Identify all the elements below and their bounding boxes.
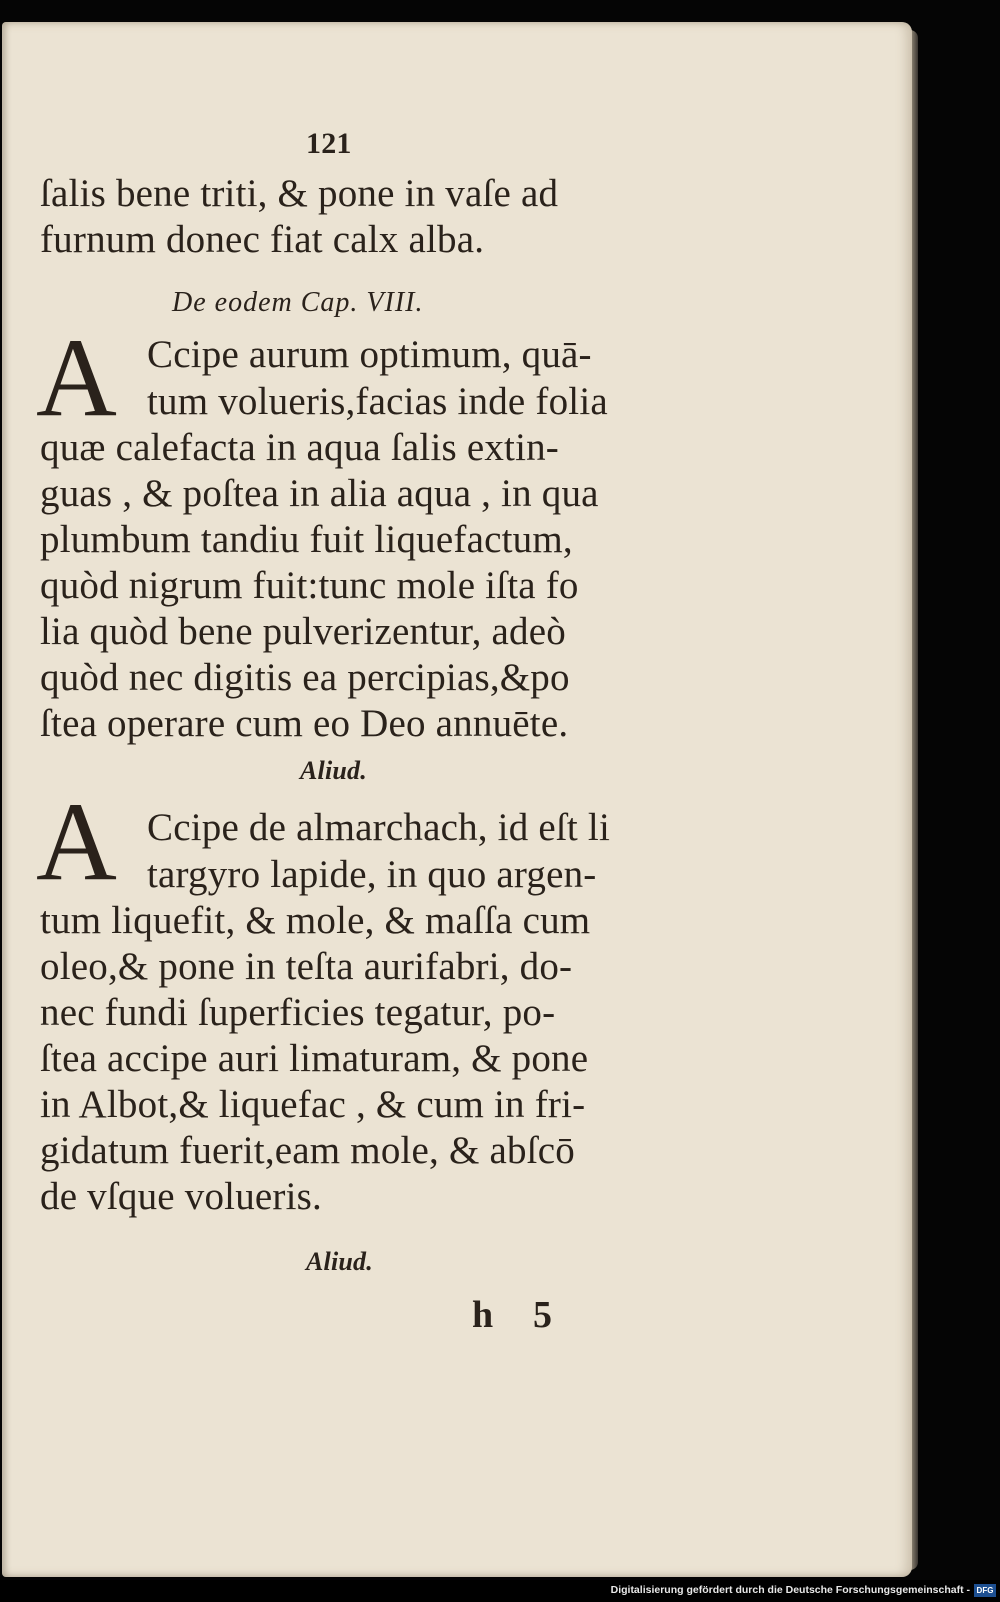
section1-line-3: quæ calefacta in aqua ſalis extin-	[40, 426, 559, 469]
aliud-heading-2: Aliud.	[306, 1247, 373, 1276]
signature-mark: h 5	[472, 1294, 553, 1336]
section1-line-9: ſtea operare cum eo Deo annuēte.	[40, 702, 569, 745]
opening-line-1: ſalis bene triti, & pone in vaſe ad	[40, 172, 559, 215]
section2-line-4: oleo,& pone in teſta aurifabri, do-	[40, 945, 573, 988]
page-number: 121	[306, 127, 352, 160]
section1-line-5: plumbum tandiu fuit liquefactum,	[40, 518, 573, 561]
chapter-heading: De eodem Cap. VIII.	[172, 287, 424, 318]
section1-line-8: quòd nec digitis ea percipias,&po	[40, 656, 570, 699]
dfg-logo: DFG	[974, 1584, 996, 1597]
section1-line-7: lia quòd bene pulverizentur, adeò	[40, 610, 566, 653]
section2-line-6: ſtea accipe auri limaturam, & pone	[40, 1037, 589, 1080]
section2-line-8: gidatum fuerit,eam mole, & abſcō	[40, 1129, 575, 1172]
footer-credit: Digitalisierung gefördert durch die Deutsche Forschungsgemeinschaft -	[610, 1584, 970, 1596]
section2-line-9: de vſque volueris.	[40, 1175, 322, 1218]
section2-line-2: targyro lapide, in quo argen-	[147, 853, 597, 896]
section1-line-1: Ccipe aurum optimum, quā-	[147, 333, 592, 376]
section2-line-3: tum liquefit, & mole, & maſſa cum	[40, 899, 591, 942]
section2-line-5: nec fundi ſuperficies tegatur, po-	[40, 991, 556, 1034]
aliud-heading-1: Aliud.	[300, 756, 367, 785]
opening-line-2: furnum donec fiat calx alba.	[40, 218, 485, 261]
section2-line-1: Ccipe de almarchach, id eſt li	[147, 806, 610, 849]
section1-line-2: tum volueris,facias inde folia	[147, 380, 608, 423]
drop-cap-a-2: A	[36, 780, 117, 904]
section1-line-4: guas , & poſtea in alia aqua , in qua	[40, 472, 599, 515]
drop-cap-a-1: A	[36, 316, 117, 440]
section1-line-6: quòd nigrum fuit:tunc mole iſta fo	[40, 564, 579, 607]
section2-line-7: in Albot,& liquefac , & cum in fri-	[40, 1083, 586, 1126]
